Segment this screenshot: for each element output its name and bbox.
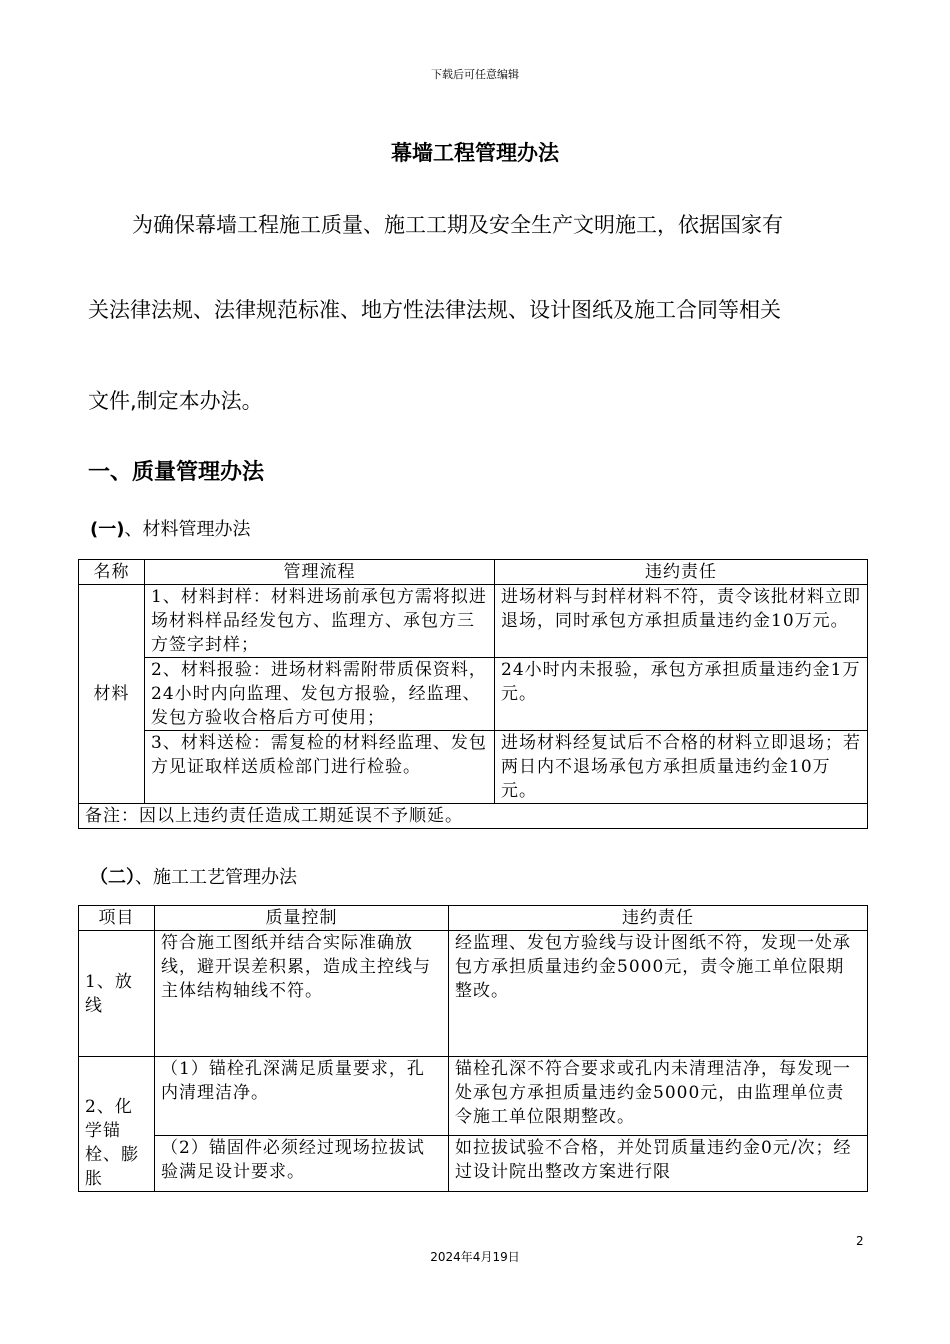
penalty-text: 如拉拔试验不合格，并处罚质量违约金0元/次；经过设计院出整改方案进行限 [455,1138,852,1183]
subsection-number: （二） [90,867,135,888]
header-control: 质量控制 [155,906,449,931]
subsection-number: (一) [90,519,125,540]
penalty-cell: 24小时内未报验，承包方承担质量违约金1万元。 [495,658,868,731]
page-header: 下载后可任意编辑 [431,68,519,81]
control-cell: （1）锚栓孔深满足质量要求，孔内清理洁净。 [155,1057,449,1136]
intro-line-3: 文件,制定本办法。 [88,389,263,413]
penalty-cell: 进场材料与封样材料不符，责令该批材料立即退场，同时承包方承担质量违约金10万元。 [495,585,868,658]
intro-line-2: 关法律法规、法律规范标准、地方性法律法规、设计图纸及施工合同等相关 [88,298,781,322]
penalty-cell: 锚栓孔深不符合要求或孔内未清理洁净，每发现一处承包方承担质量违约金5000元，由监理单位责令施工单位限期整改。 [449,1057,868,1136]
intro-line-1: 为确保幕墙工程施工质量、施工工期及安全生产文明施工，依据国家有 [132,213,783,237]
category-cell: 材料 [79,585,145,804]
header-name: 名称 [79,560,145,585]
header-item: 项目 [79,906,155,931]
penalty-cell [449,1136,868,1192]
footer-date: 2024年4月19日 [430,1250,520,1264]
penalty-cell: 经监理、发包方验线与设计图纸不符，发现一处承包方承担质量违约金5000元，责令施工单位限期整改。 [449,931,868,1057]
materials-table [78,559,868,829]
control-text: （2）锚固件必须经过现场拉拔试验满足设计要求。 [161,1138,425,1183]
header-process: 管理流程 [145,560,495,585]
header-penalty: 违约责任 [449,906,868,931]
process-cell: 1、材料封样：材料进场前承包方需将拟进场材料样品经发包方、监理方、承包方三方签字封样； [145,585,495,658]
subsection-heading-materials [90,515,250,541]
penalty-cell: 进场材料经复试后不合格的材料立即退场；若两日内不退场承包方承担质量违约金10万元。 [495,731,868,804]
process-cell: 2、材料报验：进场材料需附带质保资料，24小时内向监理、发包方报验，经监理、发包方验收合格后方可使用； [145,658,495,731]
control-cell: 符合施工图纸并结合实际准确放线，避开误差积累，造成主控线与主体结构轴线不符。 [155,931,449,1057]
table-note: 备注：因以上违约责任造成工期延误不予顺延。 [79,804,868,829]
process-cell: 3、材料送检：需复检的材料经监理、发包方见证取样送质检部门进行检验。 [145,731,495,804]
section-heading-quality: 一、质量管理办法 [88,460,265,485]
page-number: 2 [856,1234,864,1248]
subsection-text: 、施工工艺管理办法 [135,867,297,888]
subsection-text: 、材料管理办法 [124,519,251,540]
process-table [78,905,868,1192]
item-cell: 1、放线 [79,931,155,1057]
control-cell [155,1136,449,1192]
subsection-heading-process [90,863,297,889]
item-cell: 2、化学锚栓、膨胀 [79,1057,155,1192]
document-title: 幕墙工程管理办法 [391,141,559,165]
header-penalty: 违约责任 [495,560,868,585]
